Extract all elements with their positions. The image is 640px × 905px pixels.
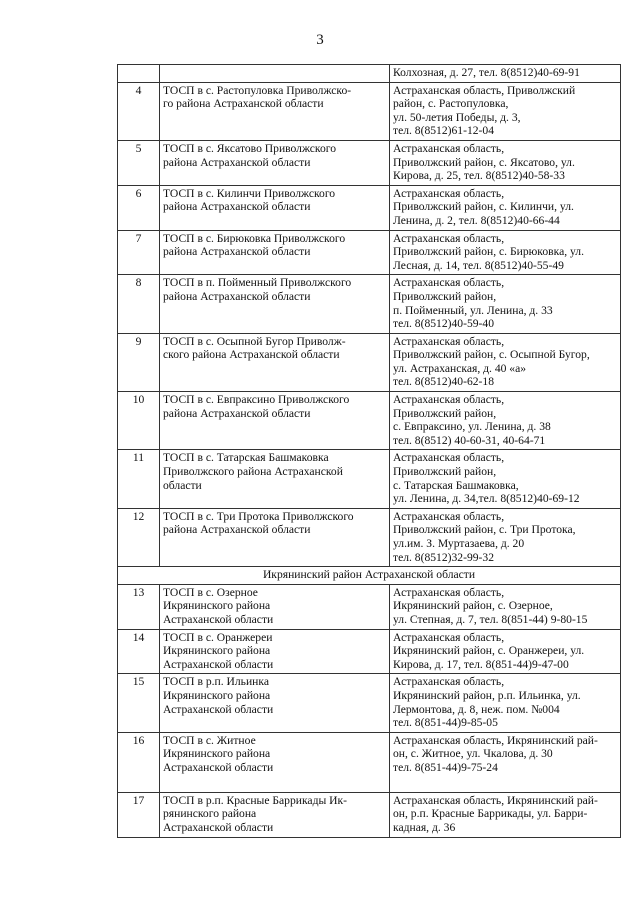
row-number: 12 xyxy=(118,508,160,566)
office-address-line: Астраханская область, xyxy=(393,334,505,348)
office-name-cell xyxy=(160,140,390,185)
office-name-line: ского района Астраханской области xyxy=(163,348,340,362)
office-name-line: района Астраханской области xyxy=(163,200,311,214)
office-address-cell xyxy=(390,65,621,83)
office-address-line: Колхозная, д. 27, тел. 8(8512)40-69-91 xyxy=(393,66,580,79)
office-name-line: района Астраханской области xyxy=(163,155,311,169)
office-address-cell xyxy=(390,629,621,674)
office-address-line: кадная, д. 36 xyxy=(393,820,456,834)
office-name-line: Астраханской области xyxy=(163,820,274,834)
office-address-cell xyxy=(390,508,621,566)
row-number: 9 xyxy=(118,333,160,391)
table-row xyxy=(118,140,621,185)
office-name-line: ТОСП в с. Оранжереи xyxy=(163,630,273,644)
office-name-line: Икрянинского района xyxy=(163,688,271,702)
office-address-cell xyxy=(390,392,621,450)
office-name-line: ТОСП в р.п. Ильинка xyxy=(163,675,269,689)
office-name-line: ТОСП в р.п. Красные Баррикады Ик- xyxy=(163,793,348,807)
office-address-line: Приволжский район, xyxy=(393,406,497,420)
table-row xyxy=(118,674,621,732)
office-name-line: ТОСП в с. Бирюковка Приволжского xyxy=(163,231,346,245)
office-name-cell xyxy=(160,392,390,450)
row-number: 11 xyxy=(118,450,160,508)
office-address-line: Икрянинский район, с. Оранжереи, ул. xyxy=(393,644,585,658)
office-address-line: Астраханская область, xyxy=(393,231,505,245)
office-address-cell xyxy=(390,140,621,185)
office-address-line: Лермонтова, д. 8, неж. пом. №004 xyxy=(393,702,560,716)
office-name-line: района Астраханской области xyxy=(163,406,311,420)
table-row xyxy=(118,65,621,83)
office-address-line: ул.им. З. Муртазаева, д. 20 xyxy=(393,537,525,550)
table-row xyxy=(118,732,621,792)
office-name-cell xyxy=(160,792,390,837)
office-address-line: Ленина, д. 2, тел. 8(8512)40-66-44 xyxy=(393,213,560,227)
office-name-line: Астраханской области xyxy=(163,612,274,626)
row-number: 13 xyxy=(118,584,160,629)
office-name-cell xyxy=(160,508,390,566)
office-address-line: тел. 8(8512)61-12-04 xyxy=(393,124,495,138)
row-number: 17 xyxy=(118,792,160,837)
table-row xyxy=(118,392,621,450)
office-name-cell xyxy=(160,82,390,140)
office-name-line: ТОСП в с. Осыпной Бугор Приволж- xyxy=(163,334,346,348)
row-number: 6 xyxy=(118,185,160,230)
office-name-line: ТОСП в с. Озерное xyxy=(163,585,258,599)
office-name-line: Икрянинского района xyxy=(163,644,271,658)
office-address-line: п. Пойменный, ул. Ленина, д. 33 xyxy=(393,303,553,317)
table-row xyxy=(118,185,621,230)
office-address-line: Астраханская область, xyxy=(393,141,505,155)
office-address-line: он, с. Житное, ул. Чкалова, д. 30 xyxy=(393,747,553,761)
office-name-line: Икрянинского района xyxy=(163,747,271,761)
office-address-line: район, с. Растопуловка, xyxy=(393,97,509,111)
page-number: 3 xyxy=(316,32,324,48)
office-address-line: Астраханская область, Икрянинский рай- xyxy=(393,733,598,747)
office-address-line: Приволжский район, с. Осыпной Бугор, xyxy=(393,348,590,362)
section-header-row xyxy=(118,567,621,585)
office-address-line: Приволжский район, xyxy=(393,465,497,479)
office-address-line: Астраханская область, xyxy=(393,393,505,407)
office-name-cell xyxy=(160,333,390,391)
office-name-cell xyxy=(160,275,390,333)
row-number: 16 xyxy=(118,732,160,792)
office-address-line: Астраханская область, xyxy=(393,630,505,644)
office-name-line: ТОСП в с. Яксатово Приволжского xyxy=(163,141,337,155)
office-address-line: с. Татарская Башмаковка, xyxy=(393,478,519,492)
office-address-line: Приволжский район, xyxy=(393,289,497,303)
office-name-cell xyxy=(160,629,390,674)
office-address-cell xyxy=(390,792,621,837)
row-number: 4 xyxy=(118,82,160,140)
office-address-line: он, р.п. Красные Баррикады, ул. Барри- xyxy=(393,807,588,821)
office-name-line: области xyxy=(163,478,202,492)
office-address-line: Приволжский район, с. Три Протока, xyxy=(393,523,576,537)
table-row xyxy=(118,230,621,275)
office-address-line: ул. Ленина, д. 34,тел. 8(8512)40-69-12 xyxy=(393,492,580,506)
office-address-line: Астраханская область, Икрянинский рай- xyxy=(393,793,598,807)
office-address-line: Икрянинский район, с. Озерное, xyxy=(393,599,553,613)
office-address-line: тел. 8(851-44)9-75-24 xyxy=(393,760,498,774)
office-address-line: Икрянинский район, р.п. Ильинка, ул. xyxy=(393,688,581,702)
office-name-line: района Астраханской области xyxy=(163,523,311,537)
office-address-cell xyxy=(390,185,621,230)
office-address-line: тел. 8(8512) 40-60-31, 40-64-71 xyxy=(393,433,546,447)
registry-body xyxy=(118,65,621,838)
office-address-line: ул. Астраханская, д. 40 «а» xyxy=(393,361,527,375)
table-row xyxy=(118,508,621,566)
row-number: 10 xyxy=(118,392,160,450)
office-address-cell xyxy=(390,450,621,508)
office-address-line: Астраханская область, xyxy=(393,585,505,599)
office-address-line: Астраханская область, xyxy=(393,675,505,689)
table-row xyxy=(118,333,621,391)
office-address-cell xyxy=(390,82,621,140)
office-name-line: го района Астраханской области xyxy=(163,97,324,111)
office-address-line: с. Евпраксино, ул. Ленина, д. 38 xyxy=(393,420,551,434)
office-name-line: рянинского района xyxy=(163,807,257,821)
office-address-line: тел. 8(8512)40-62-18 xyxy=(393,375,495,389)
row-number: 14 xyxy=(118,629,160,674)
office-address-line: Кирова, д. 25, тел. 8(8512)40-58-33 xyxy=(393,169,565,183)
section-header: Икрянинский район Астраханской области xyxy=(118,567,621,585)
office-address-line: Астраханская область, xyxy=(393,509,505,523)
row-number: 8 xyxy=(118,275,160,333)
office-address-cell xyxy=(390,674,621,732)
office-address-line: Астраханская область, xyxy=(393,186,505,200)
office-name-cell xyxy=(160,732,390,792)
table-row xyxy=(118,275,621,333)
office-name-cell xyxy=(160,230,390,275)
office-name-line: ТОСП в с. Килинчи Приволжского xyxy=(163,186,336,200)
office-name-cell xyxy=(160,450,390,508)
office-address-line: Приволжский район, с. Бирюковка, ул. xyxy=(393,245,584,259)
office-address-line: Астраханская область, xyxy=(393,451,505,465)
row-number: 15 xyxy=(118,674,160,732)
office-name-line: Икрянинского района xyxy=(163,599,271,613)
office-name-line: ТОСП в с. Растопуловка Приволжско- xyxy=(163,83,352,97)
office-address-cell xyxy=(390,275,621,333)
office-name-line: Приволжского района Астраханской xyxy=(163,465,343,479)
office-name-cell xyxy=(160,584,390,629)
office-name-line: района Астраханской области xyxy=(163,245,311,259)
table-row xyxy=(118,584,621,629)
office-address-cell xyxy=(390,333,621,391)
office-name-line: Астраханской области xyxy=(163,760,274,774)
office-name-line: района Астраханской области xyxy=(163,289,311,303)
office-name-line: ТОСП в с. Три Протока Приволжского xyxy=(163,509,354,523)
table-row xyxy=(118,792,621,837)
office-address-line: Астраханская область, Приволжский xyxy=(393,83,576,97)
office-address-line: Приволжский район, с. Яксатово, ул. xyxy=(393,155,575,169)
office-name-line: ТОСП в п. Пойменный Приволжского xyxy=(163,276,352,290)
office-name-cell xyxy=(160,674,390,732)
office-address-line: Астраханская область, xyxy=(393,276,505,290)
office-address-line: тел. 8(851-44)9-85-05 xyxy=(393,716,498,730)
office-name-line: Астраханской области xyxy=(163,702,274,716)
office-name-line: ТОСП в с. Житное xyxy=(163,733,256,747)
table-row xyxy=(118,82,621,140)
office-address-cell xyxy=(390,584,621,629)
office-address-line: тел. 8(8512)32-99-32 xyxy=(393,550,495,564)
office-name-line: ТОСП в с. Татарская Башмаковка xyxy=(163,451,329,465)
row-number xyxy=(118,65,160,83)
office-address-line: Кирова, д. 17, тел. 8(851-44)9-47-00 xyxy=(393,657,569,671)
office-name-cell xyxy=(160,65,390,83)
row-number: 5 xyxy=(118,140,160,185)
office-name-cell xyxy=(160,185,390,230)
office-address-line: ул. 50-летия Победы, д. 3, xyxy=(393,110,521,124)
office-address-line: Лесная, д. 14, тел. 8(8512)40-55-49 xyxy=(393,258,564,272)
office-name-line: Астраханской области xyxy=(163,657,274,671)
office-address-line: ул. Степная, д. 7, тел. 8(851-44) 9-80-15 xyxy=(393,612,588,626)
table-row xyxy=(118,450,621,508)
office-name-line: ТОСП в с. Евпраксино Приволжского xyxy=(163,393,350,407)
office-address-cell xyxy=(390,230,621,275)
row-number: 7 xyxy=(118,230,160,275)
office-address-line: Приволжский район, с. Килинчи, ул. xyxy=(393,200,574,214)
office-address-cell xyxy=(390,732,621,792)
table-row xyxy=(118,629,621,674)
registry-table xyxy=(117,64,621,838)
office-address-line xyxy=(393,775,617,789)
office-address-line: тел. 8(8512)40-59-40 xyxy=(393,317,495,331)
